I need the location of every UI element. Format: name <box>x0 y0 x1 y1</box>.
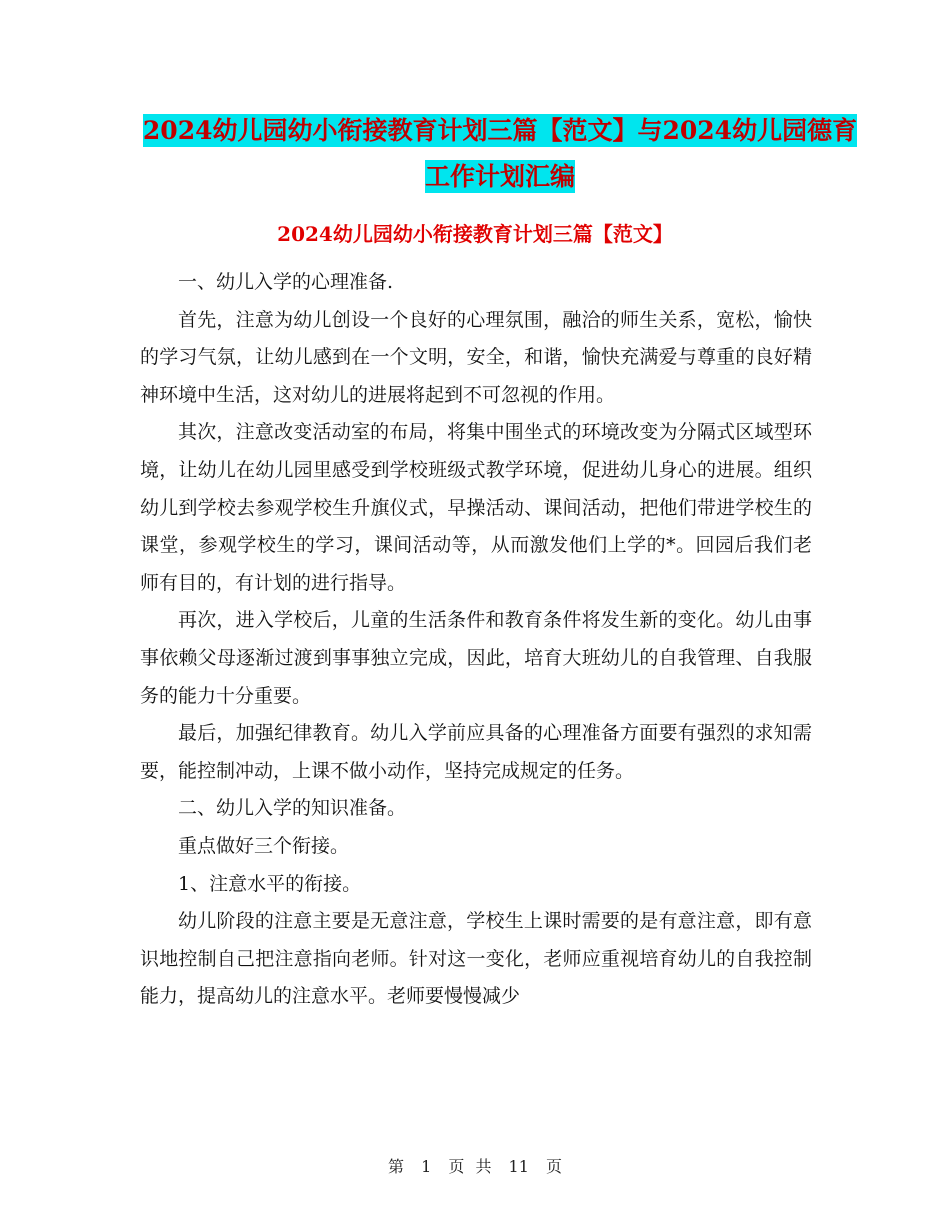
section-title: 2024幼儿园幼小衔接教育计划三篇【范文】 <box>277 222 673 246</box>
current-page-number: 1 <box>421 1157 432 1176</box>
paragraph: 其次，注意改变活动室的布局，将集中围坐式的环境改变为分隔式区域型环境，让幼儿在幼儿园里感受到学校班级式教学环境，促进幼儿身心的进展。组织幼儿到学校去参观学校生升旗仪式，早操活动、课间活动，把他们带进学校生的课堂，参观学校生的学习，课间活动等，从而激发他们上学的*。回园后我们老师有目的，有计划的进行指导。 <box>140 421 812 594</box>
paragraph: 重点做好三个衔接。 <box>178 834 350 857</box>
footer-middle: 页 共 <box>448 1157 492 1176</box>
document-title <box>140 108 860 200</box>
paragraph: 幼儿阶段的注意主要是无意注意，学校生上课时需要的是有意注意，即有意识地控制自己把注意指向老师。针对这一变化，老师应重视培育幼儿的自我控制能力，提高幼儿的注意水平。老师要慢慢减少 <box>140 910 812 1008</box>
page-footer <box>0 1154 950 1177</box>
paragraph: 1、注意水平的衔接。 <box>178 872 362 895</box>
paragraph: 一、幼儿入学的心理准备. <box>178 271 394 293</box>
footer-suffix: 页 <box>546 1157 563 1176</box>
paragraph: 二、幼儿入学的知识准备。 <box>178 797 407 820</box>
footer-prefix: 第 <box>387 1157 404 1176</box>
total-pages-number: 11 <box>508 1157 529 1176</box>
paragraph: 最后，加强纪律教育。幼儿入学前应具备的心理准备方面要有强烈的求知需要，能控制冲动，上课不做小动作，坚持完成规定的任务。 <box>140 722 812 782</box>
paragraph: 再次，进入学校后，儿童的生活条件和教育条件将发生新的变化。幼儿由事事依赖父母逐渐过渡到事事独立完成，因此，培育大班幼儿的自我管理、自我服务的能力十分重要。 <box>140 609 812 707</box>
document-body <box>140 264 812 1016</box>
document-title-text: 2024幼儿园幼小衔接教育计划三篇【范文】与2024幼儿园德育工作计划汇编 <box>142 116 858 191</box>
paragraph: 首先，注意为幼儿创设一个良好的心理氛围，融洽的师生关系，宽松，愉快的学习气氛，让幼儿感到在一个文明，安全，和谐，愉快充满爱与尊重的良好精神环境中生活，这对幼儿的进展将起到不可忽视的作用。 <box>140 308 812 406</box>
